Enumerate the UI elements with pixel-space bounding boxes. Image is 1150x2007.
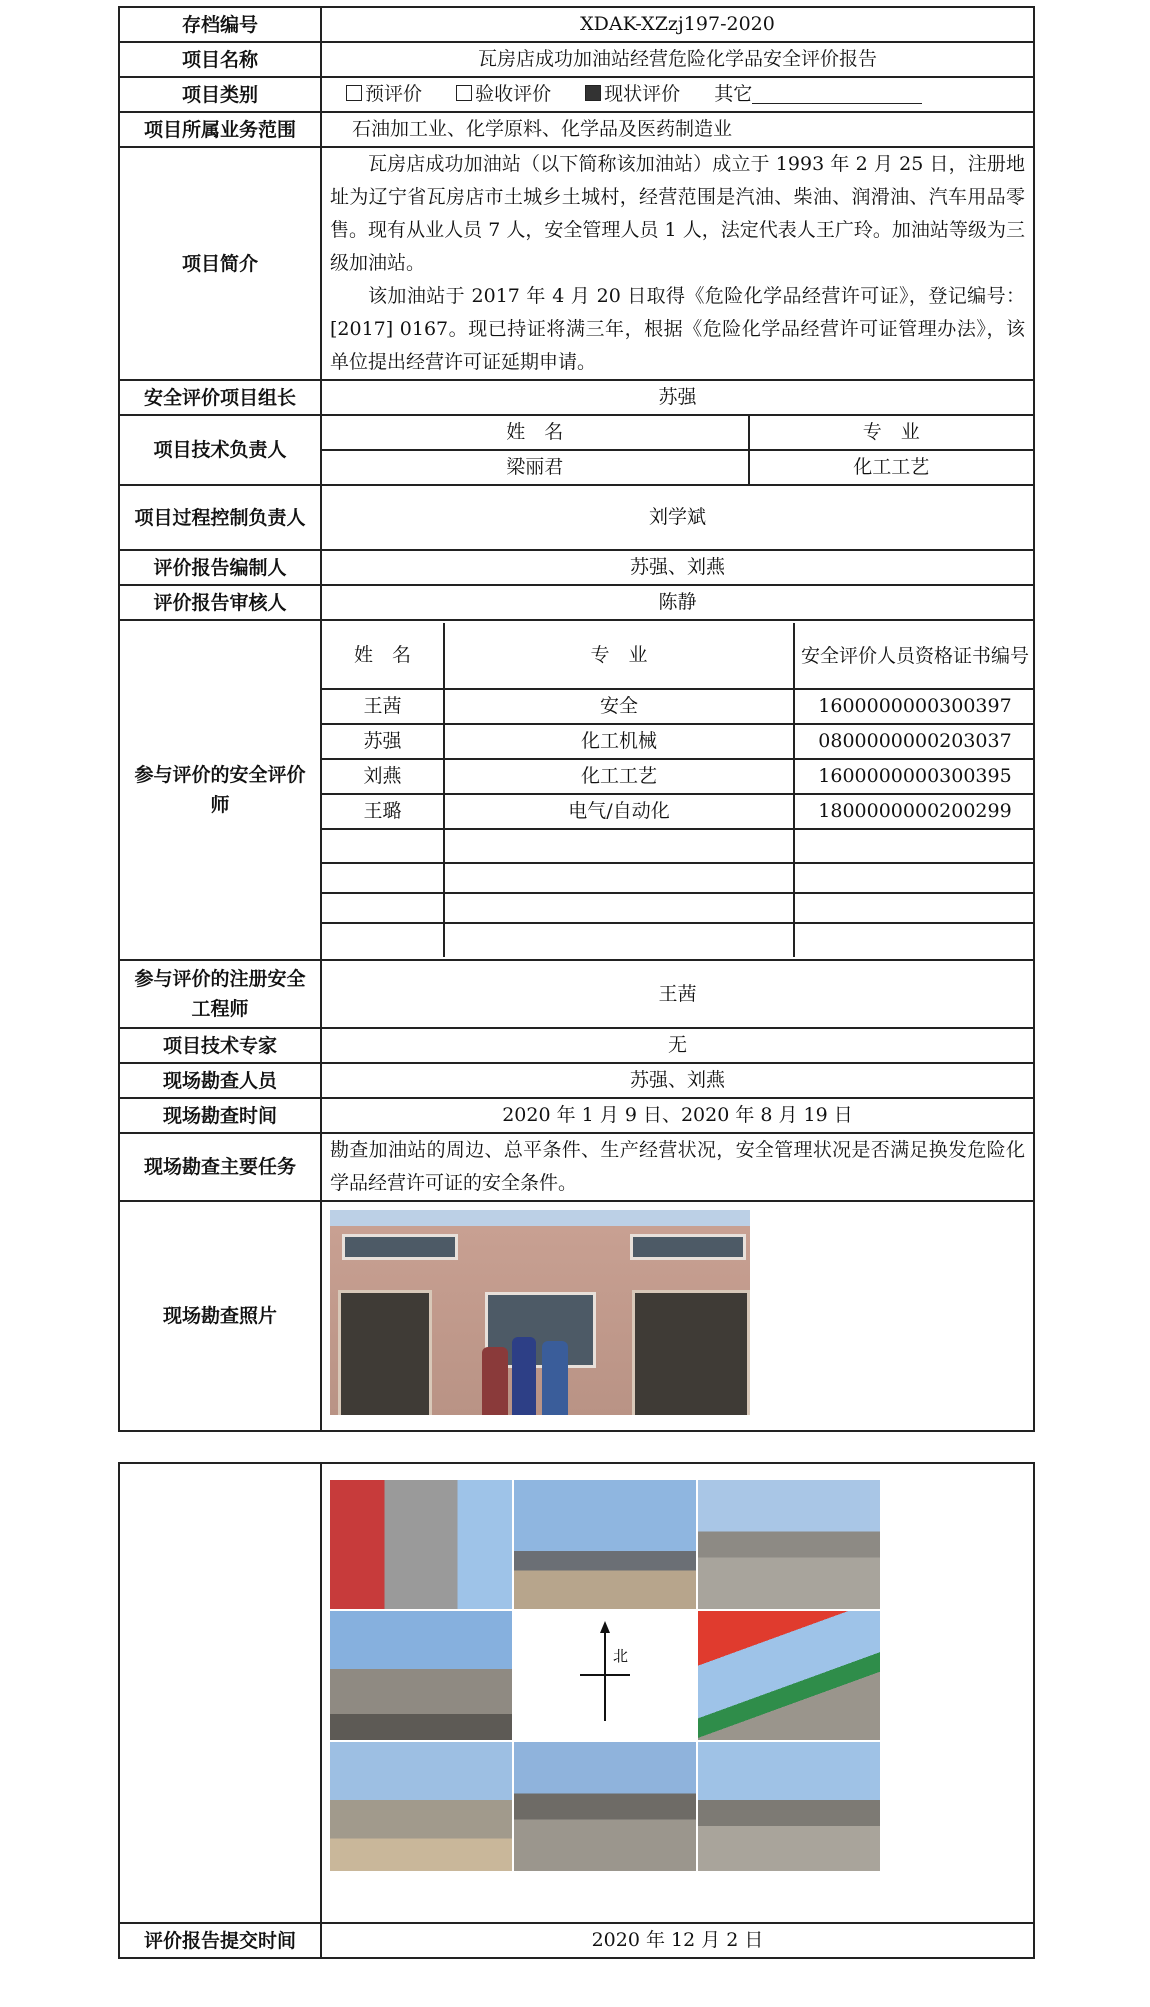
compiler-label: 评价报告编制人 [119,550,321,585]
evaluators-major-header: 专 业 [444,623,794,689]
evaluators-subtable [322,623,1035,957]
evaluators-name-header: 姓 名 [322,623,444,689]
project-intro-label: 项目简介 [119,147,321,380]
evaluator-cert: 1600000000300397 [794,689,1035,724]
evaluator-major: 化工机械 [444,724,794,759]
registered-engineer-label: 参与评价的注册安全工程师 [119,960,321,1028]
evaluators-label: 参与评价的安全评价师 [119,620,321,960]
intro-paragraph-2: 该加油站于 2017 年 4 月 20 日取得《危险化学品经营许可证》，登记编号：[2017] 0167。现已持证将满三年，根据《危险化学品经营许可证管理办法》，该单位提出经营许可证延期申请。 [330,285,1025,373]
registered-engineer-value: 王茜 [321,960,1034,1028]
checkbox-checked-icon [585,85,601,101]
option-acceptance-evaluation[interactable]: 验收评价 [456,83,551,105]
table-row [322,759,1035,794]
option-pre-evaluation[interactable]: 预评价 [346,83,422,105]
site-photo-8 [514,1742,696,1871]
tech-lead-name-header: 姓 名 [322,416,749,450]
compass-north-label: 北 [613,1647,629,1665]
business-scope-value: 石油加工业、化学原料、化学品及医药制造业 [321,112,1034,147]
site-photo-7 [330,1742,512,1871]
group-leader-value: 苏强 [321,380,1034,415]
group-leader-label: 安全评价项目组长 [119,380,321,415]
survey-task-value: 勘查加油站的周边、总平条件、生产经营状况，安全管理状况是否满足换发危险化学品经营许可证的安全条件。 [321,1133,1034,1201]
project-intro-text [321,147,1034,380]
evaluator-cert: 1600000000300395 [794,759,1035,794]
tech-lead-major: 化工工艺 [749,450,1033,484]
tech-lead-subtable-cell [321,415,1034,485]
project-type-label: 项目类别 [119,77,321,112]
survey-photo-cell [321,1201,1034,1431]
evaluator-name: 苏强 [322,724,444,759]
site-photo-9 [698,1742,880,1871]
report-info-table [118,6,1035,1432]
evaluators-subtable-cell [321,620,1034,960]
table-row-empty [322,893,1035,923]
north-arrow-icon [514,1611,696,1740]
evaluator-cert: 1800000000200299 [794,794,1035,829]
process-lead-label: 项目过程控制负责人 [119,485,321,550]
option-status-evaluation[interactable]: 现状评价 [585,83,680,105]
table-row-empty [322,829,1035,863]
checkbox-empty-icon [346,85,362,101]
survey-photo-label: 现场勘查照片 [119,1201,321,1431]
archive-number-label: 存档编号 [119,7,321,42]
project-name-label: 项目名称 [119,42,321,77]
intro-paragraph-1: 瓦房店成功加油站（以下简称该加油站）成立于 1993 年 2 月 25 日，注册地址为辽宁省瓦房店市土城乡土城村，经营范围是汽油、柴油、润滑油、汽车用品零售。现有从业人员 7 人，安全管理人员 1 人，法定代表人王广玲。加油站等级为三级加油站。 [330,153,1025,274]
table-row [322,794,1035,829]
survey-staff-value: 苏强、刘燕 [321,1063,1034,1098]
project-type-options [321,77,1034,112]
tech-lead-subtable [322,416,1033,484]
survey-time-value: 2020 年 1 月 9 日、2020 年 8 月 19 日 [321,1098,1034,1133]
reviewer-label: 评价报告审核人 [119,585,321,620]
evaluator-name: 王茜 [322,689,444,724]
site-photo-1 [330,1480,512,1609]
archive-number-value: XDAK-XZzj197-2020 [321,7,1034,42]
site-photo-2 [514,1480,696,1609]
business-scope-label: 项目所属业务范围 [119,112,321,147]
submit-time-label: 评价报告提交时间 [119,1923,321,1958]
other-blank-line [752,83,922,104]
north-compass [514,1611,696,1740]
table-row [322,724,1035,759]
evaluator-name: 王璐 [322,794,444,829]
option-other[interactable]: 其它 [714,83,922,105]
submit-time-value: 2020 年 12 月 2 日 [321,1923,1034,1958]
reviewer-value: 陈静 [321,585,1034,620]
site-photo-3 [698,1480,880,1609]
site-photo-grid [330,1480,878,1870]
evaluator-name: 刘燕 [322,759,444,794]
evaluator-major: 化工工艺 [444,759,794,794]
storefront-photo [330,1210,750,1415]
tech-lead-label: 项目技术负责人 [119,415,321,485]
compiler-value: 苏强、刘燕 [321,550,1034,585]
survey-staff-label: 现场勘查人员 [119,1063,321,1098]
evaluator-major: 电气/自动化 [444,794,794,829]
evaluator-cert: 0800000000203037 [794,724,1035,759]
blank-label-cell [119,1463,321,1923]
evaluator-major: 安全 [444,689,794,724]
tech-lead-name: 梁丽君 [322,450,749,484]
tech-expert-value: 无 [321,1028,1034,1063]
evaluators-cert-header: 安全评价人员资格证书编号 [794,623,1035,689]
survey-time-label: 现场勘查时间 [119,1098,321,1133]
tech-expert-label: 项目技术专家 [119,1028,321,1063]
site-photo-6 [698,1611,880,1740]
table-row-empty [322,923,1035,957]
process-lead-value: 刘学斌 [321,485,1034,550]
tech-lead-major-header: 专 业 [749,416,1033,450]
site-photo-4 [330,1611,512,1740]
table-row [322,689,1035,724]
project-name-value: 瓦房店成功加油站经营危险化学品安全评价报告 [321,42,1034,77]
table-row-empty [322,863,1035,893]
survey-task-label: 现场勘查主要任务 [119,1133,321,1201]
checkbox-empty-icon [456,85,472,101]
